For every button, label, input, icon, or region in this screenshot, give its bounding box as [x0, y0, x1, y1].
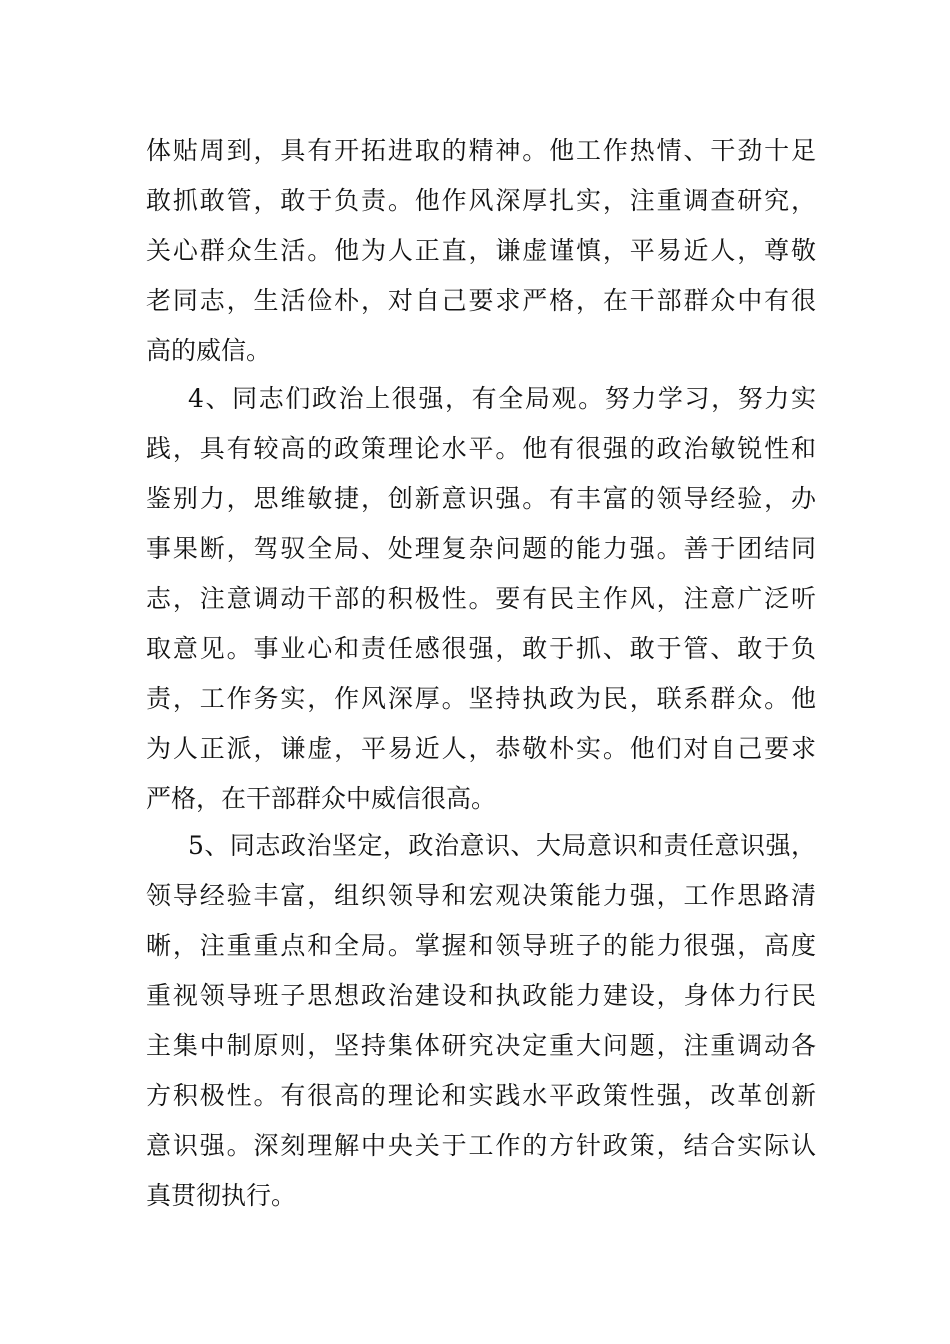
text-line: 严格，在干部群众中威信很高。	[146, 784, 497, 813]
text-line: 晰，注重重点和全局。掌握和领导班子的能力很强，高度	[146, 931, 816, 960]
text-line: 领导经验丰富，组织领导和宏观决策能力强，工作思路清	[146, 881, 816, 910]
text-line: 为人正派，谦虚，平易近人，恭敬朴实。他们对自己要求	[146, 734, 816, 763]
text-line: 5、同志政治坚定，政治意识、大局意识和责任意识强，	[188, 831, 816, 860]
text-line: 取意见。事业心和责任感很强，敢于抓、敢于管、敢于负	[146, 634, 816, 663]
paragraph-item-5	[146, 821, 816, 1221]
paragraph-continued	[146, 126, 816, 376]
text-line: 老同志，生活俭朴，对自己要求严格，在干部群众中有很	[146, 286, 816, 315]
text-line: 责，工作务实，作风深厚。坚持执政为民，联系群众。他	[146, 684, 816, 713]
text-line: 践，具有较高的政策理论水平。他有很强的政治敏锐性和	[146, 434, 816, 463]
text-line: 方积极性。有很高的理论和实践水平政策性强，改革创新	[146, 1081, 816, 1110]
text-line: 主集中制原则，坚持集体研究决定重大问题，注重调动各	[146, 1031, 816, 1060]
paragraph-item-4	[146, 374, 816, 824]
text-line: 4、同志们政治上很强，有全局观。努力学习，努力实	[188, 384, 816, 413]
text-line: 体贴周到，具有开拓进取的精神。他工作热情、干劲十足	[146, 136, 816, 165]
text-line: 意识强。深刻理解中央关于工作的方针政策，结合实际认	[146, 1131, 816, 1160]
text-line: 鉴别力，思维敏捷，创新意识强。有丰富的领导经验，办	[146, 484, 816, 513]
text-line: 关心群众生活。他为人正直，谦虚谨慎，平易近人，尊敬	[146, 236, 816, 265]
text-line: 真贯彻执行。	[146, 1181, 297, 1210]
text-line: 事果断，驾驭全局、处理复杂问题的能力强。善于团结同	[146, 534, 816, 563]
text-line: 高的威信。	[146, 336, 272, 365]
text-line: 志，注意调动干部的积极性。要有民主作风，注意广泛听	[146, 584, 816, 613]
text-line: 重视领导班子思想政治建设和执政能力建设，身体力行民	[146, 981, 816, 1010]
text-line: 敢抓敢管，敢于负责。他作风深厚扎实，注重调查研究，	[146, 186, 816, 215]
